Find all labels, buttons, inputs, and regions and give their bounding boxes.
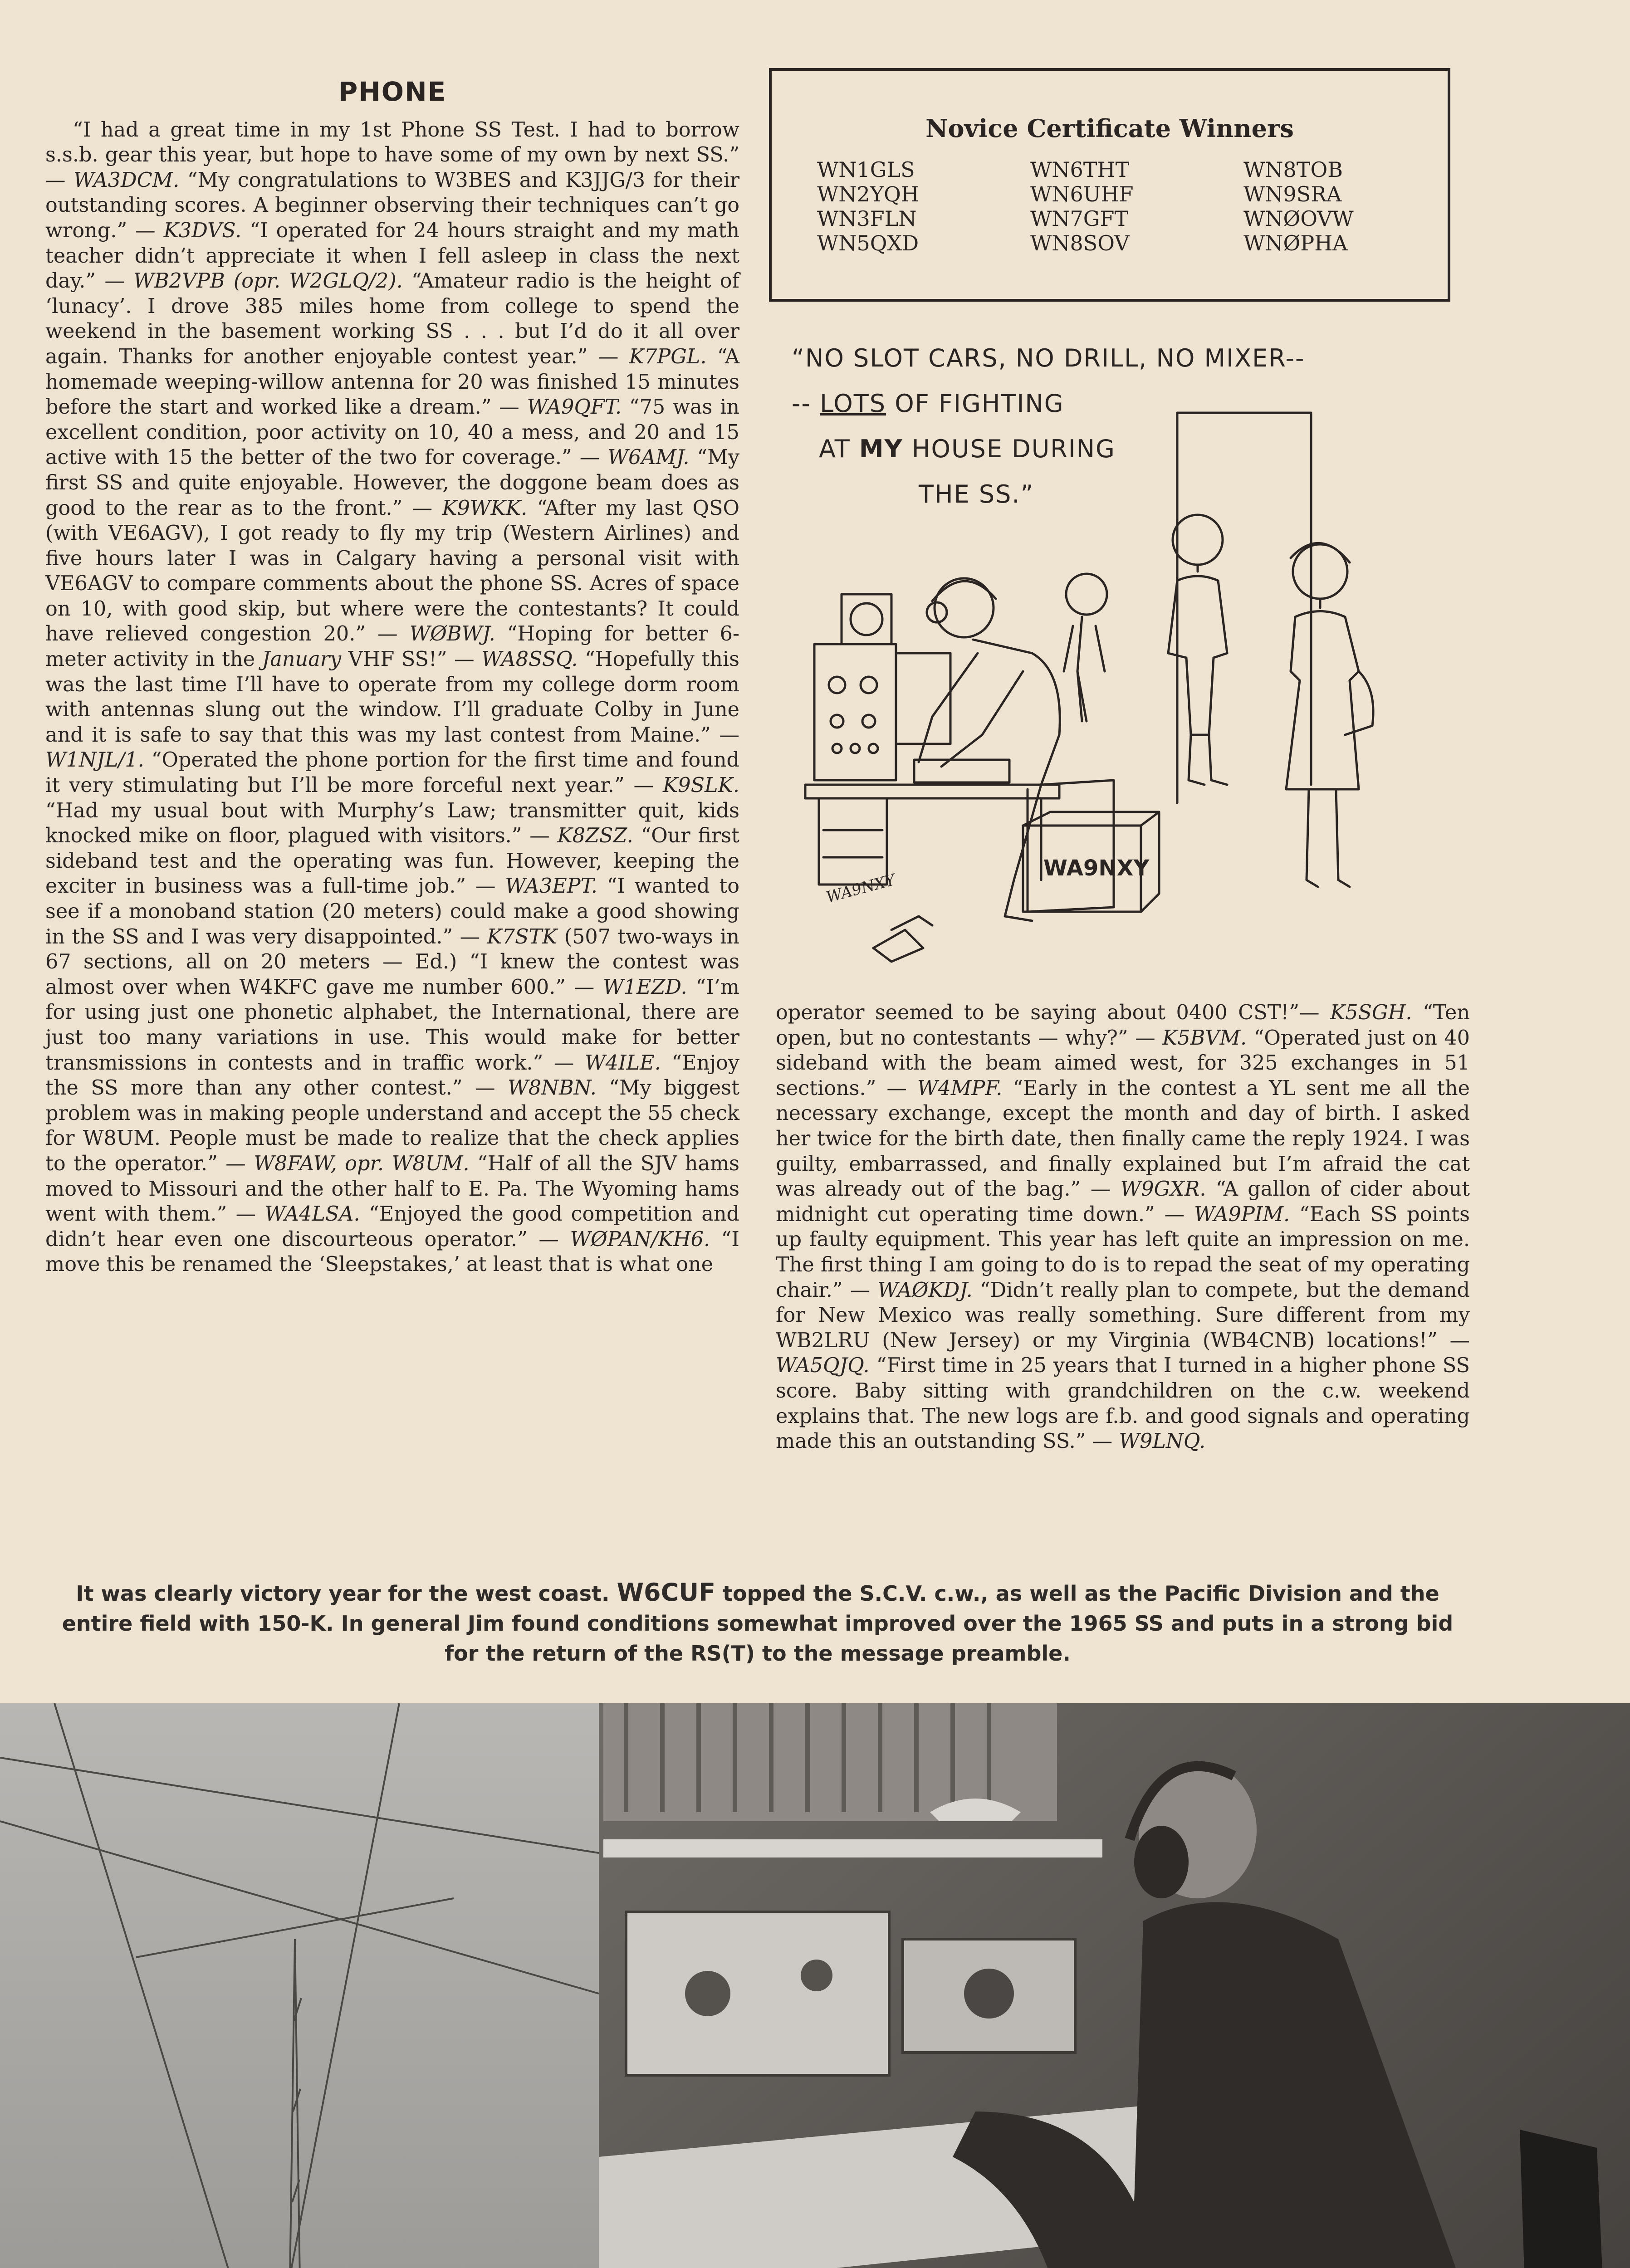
phone-comments-text xyxy=(45,117,739,1277)
comment-text: “I wanted to see if a monoband station (20 meters) could make a good showing in the SS and I was very disappointed.” — xyxy=(45,875,740,948)
comment-text: “My congratulations to W3BES and K3JJG/3 for their outstanding scores. A beginner observing their techniques can’t go wrong.” — xyxy=(45,168,739,242)
cartoon-drawing xyxy=(769,327,1490,993)
comment-text: “A homemade weeping-willow antenna for 20 was finished 15 minutes before the start and worked like a dream.” — xyxy=(45,345,739,419)
operator-body xyxy=(973,640,1060,785)
comment-text: “Hoping for better 6-meter activity in the xyxy=(45,622,739,671)
callsign: WA8SSQ. xyxy=(481,648,578,671)
emphasis: January xyxy=(262,648,342,671)
callsign: K5BVM. xyxy=(1162,1026,1247,1050)
comment-text: “Amateur radio is the height of ‘lunacy’. I drove 385 miles home from college to spend the weekend in the basement working SS . . . but I’d do it all over again. Thanks for another enjoyable contest year.” — xyxy=(45,269,739,368)
comment-text: VHF SS!” — xyxy=(341,648,482,671)
comment-text: “Our first sideband test and the operating was fun. However, keeping the exciter in business was a full-time job.” — xyxy=(45,824,739,898)
comment-text: operator seemed to be saying about 0400 CST!”— xyxy=(776,1001,1330,1024)
callsign: W1NJL/1. xyxy=(45,748,144,772)
callsign: K5SGH. xyxy=(1330,1001,1412,1024)
comment-text: “Early in the contest a YL sent me all the necessary exchange, except the month and day of birth. I asked her twice for the birth date, then finally came the reply 1924. I was guilty, embarrassed, and finally explained but I’m afraid the cat was already out of the bag.” — xyxy=(776,1076,1470,1201)
novice-callsign: WN3FLN xyxy=(817,206,917,231)
callsign: W8NBN. xyxy=(507,1076,597,1100)
phone-comments-continued xyxy=(776,1000,1470,1454)
comment-text: “I move this be renamed the ‘Sleepstakes,’ at least that is what one xyxy=(45,1227,739,1276)
caption-text: It was clearly victory year for the west coast. xyxy=(76,1581,617,1606)
callsign: WA9PIM. xyxy=(1194,1202,1290,1226)
comment-text: “I had a great time in my 1st Phone SS Test. I had to borrow s.s.b. gear this year, but hope to have some of my own by next SS.” — xyxy=(45,118,739,192)
comment-text: “I operated for 24 hours straight and my math teacher didn’t appreciate it when I fell asleep in class the next day.” — xyxy=(45,219,739,293)
comment-text: “Had my usual bout with Murphy’s Law; transmitter quit, kids knocked mike on floor, plagued with visitors.” — xyxy=(45,799,739,848)
station-sign: WA9NXY xyxy=(1043,855,1150,881)
artist-signature: WA9NXY xyxy=(824,870,897,907)
comment-text: “Operated the phone portion for the first time and found it very stimulating but I’ll be more forceful next year.” — xyxy=(45,748,739,797)
callsign: W1EZD. xyxy=(602,975,687,999)
caption-fragment: AT xyxy=(819,435,859,463)
callsign: W8FAW, opr. W8UM. xyxy=(254,1152,470,1175)
comment-text: (507 two-ways in 67 sections, all on 20 meters — Ed.) “I knew the contest was almost over when W4KFC gave me number 600.” — xyxy=(45,925,739,999)
novice-column xyxy=(817,157,1003,255)
callsign: WØBWJ. xyxy=(409,622,495,646)
receiver xyxy=(626,1912,889,2075)
station-photo-image xyxy=(0,1703,1630,2268)
comment-text: “Half of all the SJV hams moved to Missouri and the other half to E. Pa. The Wyoming hams went with them.” — xyxy=(45,1152,739,1226)
callsign: W6AMJ. xyxy=(607,446,690,469)
callsign: WAØKDJ. xyxy=(877,1278,973,1302)
caption-text: topped the S.C.V. c.w., as well as the Pacific Division and the entire field with 150-K. In general Jim found conditions somewhat improved over the 1965 SS and puts in a strong bid for the return of the RS(T) to the message preamble. xyxy=(62,1581,1454,1666)
callsign: K8ZSZ. xyxy=(557,824,633,848)
comment-text: “Ten open, but no contestants — why?” — xyxy=(776,1001,1470,1050)
callsign: W9LNQ. xyxy=(1119,1430,1206,1453)
caption-fragment: -- xyxy=(792,389,820,418)
novice-callsign: WN1GLS xyxy=(817,157,915,182)
callsign: WA4LSA. xyxy=(264,1202,360,1226)
callsign: K7PGL. xyxy=(629,345,707,368)
cartoon-caption-line: “NO SLOT CARS, NO DRILL, NO MIXER-- xyxy=(792,344,1305,372)
callsign: WØPAN/KH6. xyxy=(570,1227,710,1251)
novice-callsign: WN8TOB xyxy=(1243,157,1343,182)
phone-comments-text xyxy=(776,1000,1470,1454)
novice-callsign: WN6THT xyxy=(1030,157,1130,182)
caption-underlined: LOTS xyxy=(820,389,886,418)
comment-text: “Operated just on 40 sideband with the beam aimed west, for 325 exchanges in 51 sections.” — xyxy=(776,1026,1470,1100)
comment-text: “My biggest problem was in making people understand and accept the 55 check for W8UM. People must be made to realize that the check applies to the operator.” — xyxy=(45,1076,739,1175)
man-head xyxy=(1173,515,1223,565)
comment-text: “75 was in excellent condition, poor activity on 10, 40 a mess, and 20 and 15 active with 15 the better of the two for coverage.” — xyxy=(45,396,739,469)
section-title: PHONE xyxy=(338,76,447,107)
radio-transmitter xyxy=(896,653,950,744)
comment-text: “Didn’t really plan to compete, but the demand for New Mexico was really something. Sure different from my WB2LRU (New Jersey) or my Virginia (WB4CNB) locations!” — xyxy=(776,1278,1470,1352)
sky-panel xyxy=(0,1703,599,2268)
callsign: WA3DCM. xyxy=(73,168,180,192)
keyboard xyxy=(914,760,1009,782)
callsign: W4ILE. xyxy=(584,1051,661,1075)
shelf xyxy=(603,1839,1102,1857)
callsign: WA3EPT. xyxy=(505,875,597,898)
cartoon-caption-line: THE SS.” xyxy=(919,480,1034,508)
novice-callsign: WN7GFT xyxy=(1030,206,1129,231)
callsign: W9GXR. xyxy=(1120,1178,1206,1201)
comment-text: “Enjoy the SS more than any other contest.” — xyxy=(45,1051,739,1100)
novice-callsign: WN5QXD xyxy=(817,231,919,255)
novice-title: Novice Certificate Winners xyxy=(925,114,1294,143)
caption-fragment: OF FIGHTING xyxy=(886,389,1064,418)
novice-winners-box xyxy=(769,68,1450,302)
comment-text: “I’m for using just one phonetic alphabet, the International, there are just too many variations in use. This would make for better transmissions in contests and in traffic work.” — xyxy=(45,975,739,1075)
station-photo xyxy=(0,1703,1630,2268)
comment-text: “After my last QSO (with VE6AGV), I got ready to fly my trip (Western Airlines) and five hours later I was in Calgary having a personal visit with VE6AGV to compare comments about the phone SS. Acres of space on 10, with good skip, but where were the contestants? It could have relieved congestion 20.” — xyxy=(45,496,739,646)
novice-callsign-grid xyxy=(790,157,1429,255)
speaker xyxy=(842,594,891,644)
callsign: WA5QJQ. xyxy=(776,1354,870,1378)
comment-text: “Hopefully this was the last time I’ll have to operate from my college dorm room with antennas slung out the window. I’ll graduate Colby in June and it is safe to say that this was my last contest from Maine.” — xyxy=(45,648,739,747)
novice-callsign: WN8SOV xyxy=(1030,231,1130,255)
boy-head xyxy=(1066,574,1107,615)
callsign: W4MPF. xyxy=(917,1076,1003,1100)
comment-text: “Each SS points up faulty equipment. This year has left quite an impression on me. The first thing I am going to do is to repad the seat of my operating chair.” — xyxy=(776,1202,1470,1302)
callsign: K9SLK. xyxy=(663,774,739,797)
callsign: K3DVS. xyxy=(163,219,242,242)
novice-callsign: WNØOVW xyxy=(1243,206,1354,231)
desk xyxy=(805,785,1059,798)
caption-fragment: HOUSE DURING xyxy=(903,435,1116,463)
callsign: K9WKK. xyxy=(442,496,528,520)
novice-callsign: WN6UHF xyxy=(1030,182,1134,206)
novice-callsign: WN9SRA xyxy=(1243,182,1342,206)
comment-text: “First time in 25 years that I turned in a higher phone SS score. Baby sitting with grandchildren on the c.w. weekend explains that. The new logs are f.b. and good signals and operating made this an outstanding SS.” — xyxy=(776,1354,1470,1453)
caption-bold: MY xyxy=(859,435,903,463)
callsign: WA9QFT. xyxy=(527,396,622,419)
novice-callsign: WN2YQH xyxy=(817,182,919,206)
callsign: WB2VPB (opr. W2GLQ/2). xyxy=(133,269,403,293)
cartoon xyxy=(769,327,1490,993)
novice-column xyxy=(1030,157,1216,255)
photo-caption xyxy=(45,1578,1470,1668)
comment-text: “Enjoyed the good competition and didn’t hear even one discourteous operator.” — xyxy=(45,1202,739,1251)
radio-receiver xyxy=(814,644,896,780)
caption-callsign: W6CUF xyxy=(617,1578,715,1607)
callsign: K7STK xyxy=(487,925,558,948)
novice-column xyxy=(1243,157,1429,255)
phone-comments-column xyxy=(45,76,740,1277)
novice-callsign: WNØPHA xyxy=(1243,231,1348,255)
comment-text: “My first SS and quite enjoyable. However, the doggone beam does as good to the rear as to the front.” — xyxy=(45,446,739,520)
comment-text: “A gallon of cider about midnight cut operating time down.” — xyxy=(776,1178,1470,1226)
